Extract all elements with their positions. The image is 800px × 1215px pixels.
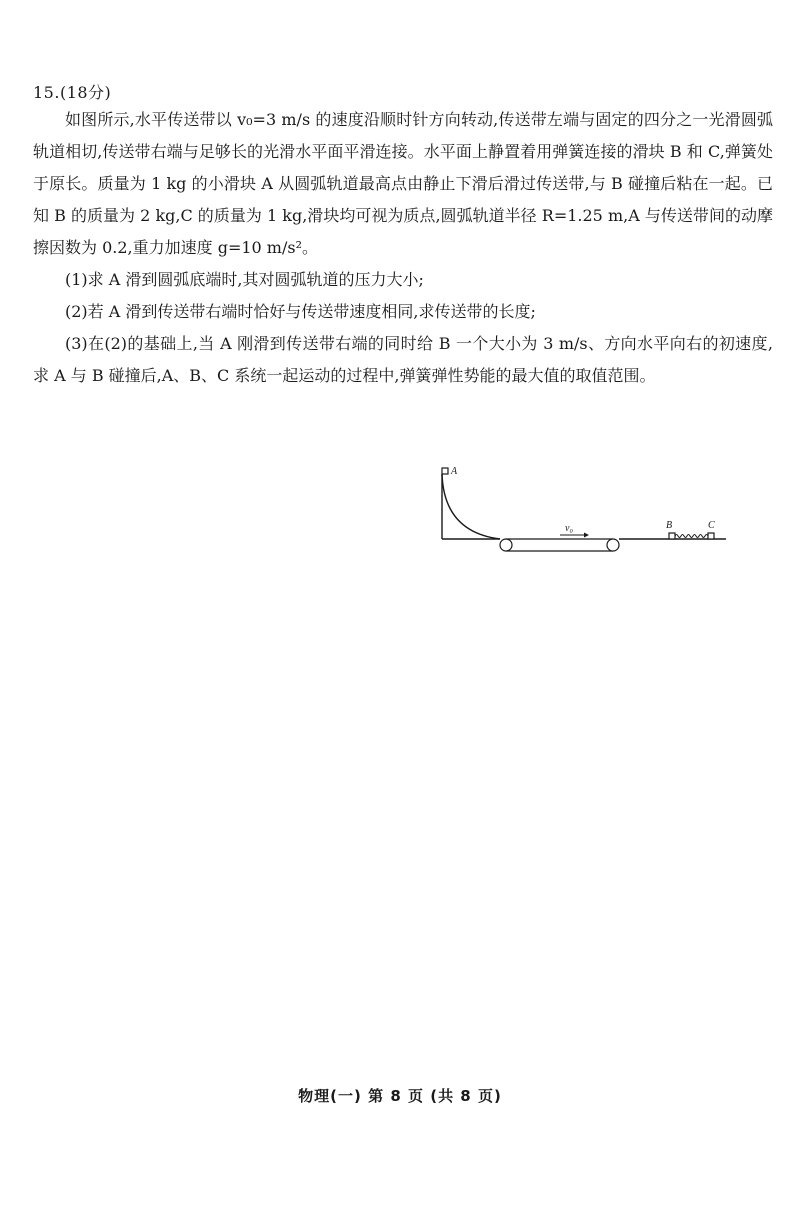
v0-arrow-head [584, 533, 589, 538]
spring [675, 535, 708, 538]
left-roller [500, 539, 512, 551]
sub-question-2: (2)若 A 滑到传送带右端时恰好与传送带速度相同,求传送带的长度; [65, 302, 536, 321]
page-footer: 物理(一) 第 8 页 (共 8 页) [298, 1087, 502, 1105]
label-b: B [666, 520, 673, 531]
question-body [33, 104, 773, 392]
sub-question-3: (3)在(2)的基础上,当 A 刚滑到传送带右端的同时给 B 一个大小为 3 m/s、方向水平向右的初速度,求 A 与 B 碰撞后,A、B、C 系统一起运动的过程中,弹簧弹性势能的最大值的取值范围。 [33, 334, 773, 385]
label-c: C [708, 520, 715, 531]
conveyor-diagram [432, 462, 732, 562]
block-b [669, 533, 675, 539]
question-number: 15.(18分) [33, 83, 112, 102]
label-a: A [451, 466, 458, 477]
sub-question-1: (1)求 A 滑到圆弧底端时,其对圆弧轨道的压力大小; [65, 270, 424, 289]
block-a [442, 468, 448, 474]
right-roller [607, 539, 619, 551]
conveyor-figure [432, 462, 732, 562]
label-v0: v₀ [565, 523, 573, 534]
question-intro: 如图所示,水平传送带以 v₀=3 m/s 的速度沿顺时针方向转动,传送带左端与固定的四分之一光滑圆弧轨道相切,传送带右端与足够长的光滑水平面平滑连接。水平面上静置着用弹簧连接的滑块 B 和 C,弹簧处于原长。质量为 1 kg 的小滑块 A 从圆弧轨道最高点由静止下滑后滑过传送带,与 B 碰撞后粘在一起。已知 B 的质量为 2 kg,C 的质量为 1 kg,滑块均可视为质点,圆弧轨道半径 R=1.25 m,A 与传送带间的动摩擦因数为 0.2,重力加速度 g=10 m/s²。 [33, 110, 773, 257]
quarter-arc-track [442, 474, 500, 539]
block-c [708, 533, 714, 539]
